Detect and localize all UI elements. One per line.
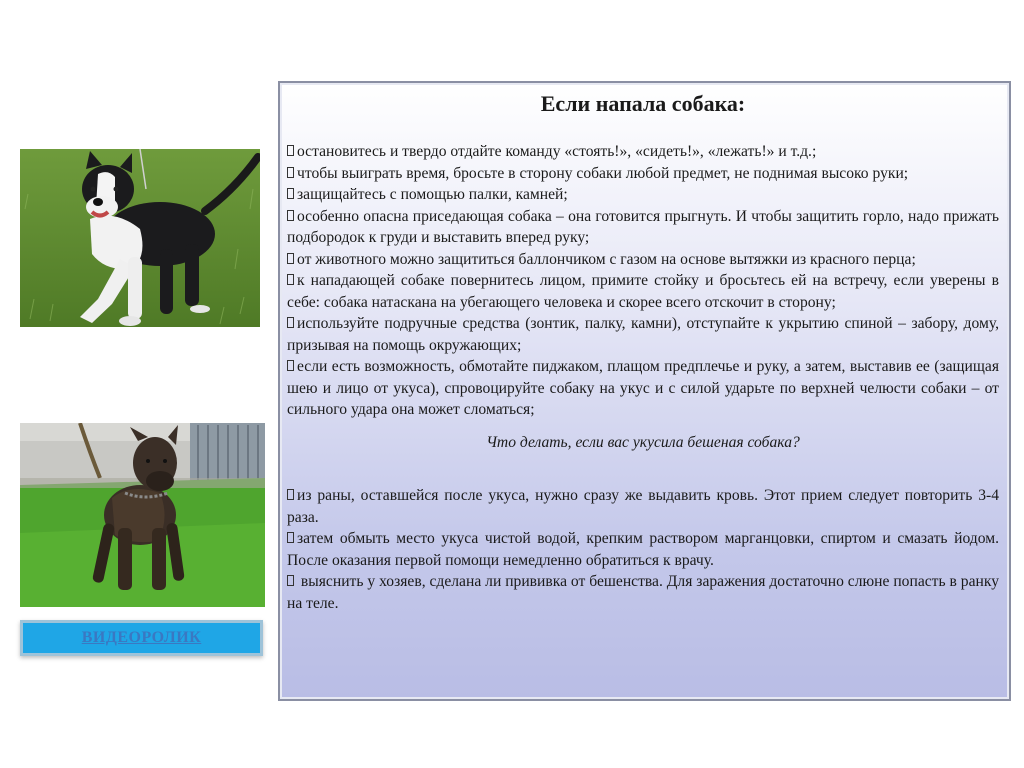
bullet-box-icon — [287, 360, 294, 371]
bite-section-heading: Что делать, если вас укусила бешеная собака? — [486, 433, 800, 451]
list-item: к нападающей собаке повернитесь лицом, примите стойку и бросьтесь ей на встречу, если уверены в себе: собака натаскана на убегающего человека и скорее всего отскочит в сторону; — [287, 272, 999, 311]
video-button[interactable] — [20, 620, 263, 656]
list-item: защищайтесь с помощью палки, камней; — [287, 184, 999, 206]
bullet-box-icon — [287, 274, 294, 285]
bullet-box-icon — [287, 145, 294, 156]
list-item: из раны, оставшейся после укуса, нужно сразу же выдавить кровь. Этот прием следует повторить 3-4 раза. — [287, 487, 999, 526]
list-item: используйте подручные средства (зонтик, палку, камни), отступайте к укрытию спиной – забору, дому, призывая на помощь окружающих; — [287, 315, 999, 354]
list-item: затем обмыть место укуса чистой водой, крепким раствором марганцовки, спиртом и смазать йодом. После оказания первой помощи немедленно обратиться к врачу. — [287, 530, 999, 569]
dog-photo-brindle — [20, 423, 265, 607]
dog-illustration — [20, 149, 260, 327]
list-item: выяснить у хозяев, сделана ли прививка от бешенства. Для заражения достаточно слюне попасть в ранку на теле. — [287, 573, 999, 612]
bullet-box-icon — [287, 167, 294, 178]
list-item: остановитесь и твердо отдайте команду «стоять!», «сидеть!», «лежать!» и т.д.; — [287, 141, 999, 163]
video-button-label[interactable]: ВИДЕОРОЛИК — [81, 629, 202, 646]
bullet-box-icon — [287, 532, 294, 543]
bullet-box-icon — [287, 210, 294, 221]
panel-title: Если напала собака: — [540, 91, 746, 116]
list-item: чтобы выиграть время, бросьте в сторону собаки любой предмет, не поднимая высоко руки; — [287, 163, 999, 185]
dog-illustration-brindle — [20, 423, 265, 607]
bullet-box-icon — [287, 489, 294, 500]
bullet-box-icon — [287, 188, 294, 199]
list-item: от животного можно защититься баллончиком с газом на основе вытяжки из красного перца; — [287, 249, 999, 271]
bullet-box-icon — [287, 317, 294, 328]
dog-photo-black-white — [20, 149, 260, 327]
list-item: если есть возможность, обмотайте пиджаком, плащом предплечье и руку, а затем, выставив ее (защищая шею и лицо от укуса), спровоцируйте собаку на укус и с силой ударьте по верхней челюсти собаки – от сильного удара она может сломаться; — [287, 358, 999, 418]
instructions-panel — [278, 81, 1011, 701]
bullet-box-icon — [287, 575, 294, 586]
list-item: особенно опасна приседающая собака – она готовится прыгнуть. И чтобы защитить горло, надо прижать подбородок к груди и выставить вперед руку; — [287, 207, 999, 246]
bullet-box-icon — [287, 253, 294, 264]
